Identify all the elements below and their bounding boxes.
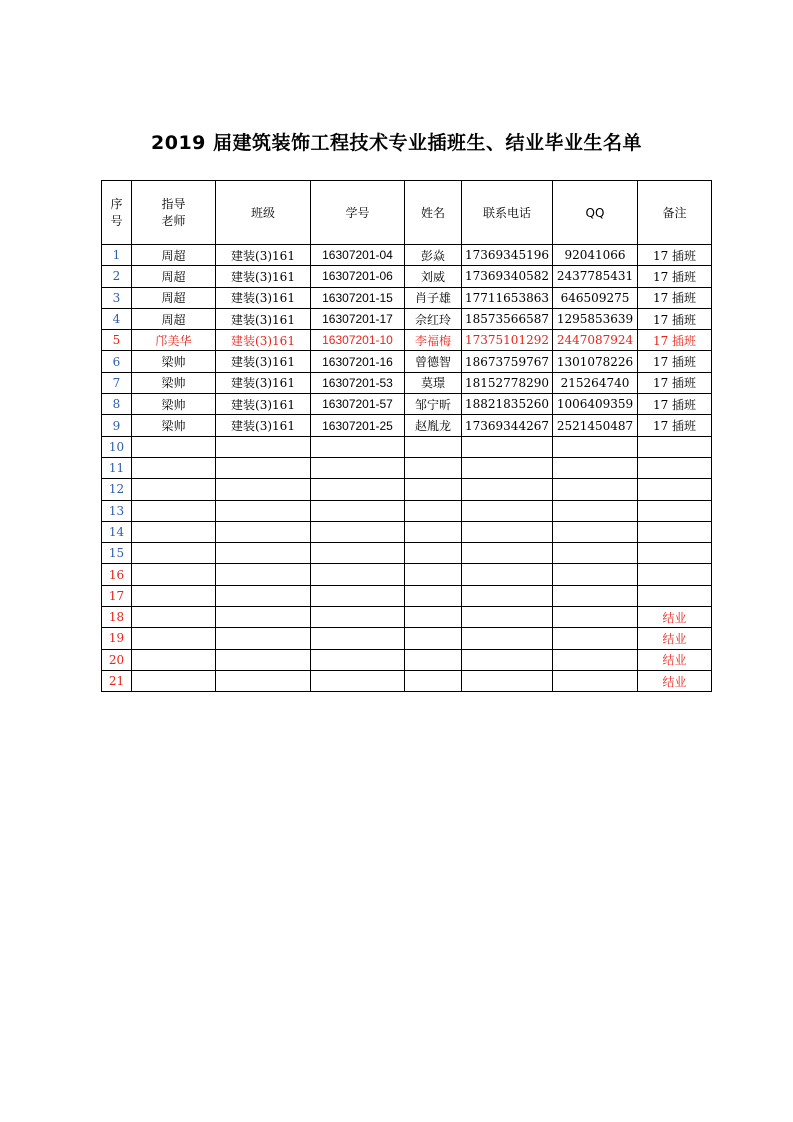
cell-student-id — [311, 436, 405, 457]
table-row — [102, 436, 712, 457]
cell-class: 建装(3)161 — [216, 372, 311, 393]
cell-student-id: 16307201-17 — [311, 308, 405, 329]
cell-phone: 17375101292 — [462, 330, 553, 351]
cell-qq — [553, 649, 638, 670]
cell-phone: 18821835260 — [462, 394, 553, 415]
cell-phone — [462, 649, 553, 670]
cell-class — [216, 457, 311, 478]
cell-class — [216, 628, 311, 649]
cell-seq: 17 — [102, 585, 132, 606]
cell-student-id — [311, 543, 405, 564]
cell-name — [405, 564, 462, 585]
cell-note — [638, 585, 712, 606]
table-row — [102, 479, 712, 500]
cell-student-id: 16307201-53 — [311, 372, 405, 393]
cell-seq: 18 — [102, 607, 132, 628]
cell-student-id — [311, 457, 405, 478]
header-student-id: 学号 — [311, 181, 405, 245]
cell-qq — [553, 628, 638, 649]
cell-name: 莫璟 — [405, 372, 462, 393]
cell-advisor — [132, 436, 216, 457]
cell-advisor — [132, 479, 216, 500]
cell-qq: 1301078226 — [553, 351, 638, 372]
cell-note: 17 插班 — [638, 308, 712, 329]
cell-phone — [462, 670, 553, 691]
cell-note: 17 插班 — [638, 266, 712, 287]
cell-student-id: 16307201-06 — [311, 266, 405, 287]
cell-name — [405, 457, 462, 478]
cell-class: 建装(3)161 — [216, 287, 311, 308]
cell-phone: 17369345196 — [462, 245, 553, 266]
cell-name — [405, 521, 462, 542]
cell-seq: 7 — [102, 372, 132, 393]
cell-name: 肖子雄 — [405, 287, 462, 308]
cell-name — [405, 628, 462, 649]
cell-qq — [553, 585, 638, 606]
cell-name — [405, 670, 462, 691]
cell-name: 刘威 — [405, 266, 462, 287]
cell-qq — [553, 500, 638, 521]
cell-class: 建装(3)161 — [216, 351, 311, 372]
cell-note: 结业 — [638, 628, 712, 649]
cell-advisor — [132, 457, 216, 478]
cell-student-id — [311, 521, 405, 542]
cell-advisor: 梁帅 — [132, 394, 216, 415]
cell-note — [638, 564, 712, 585]
cell-advisor: 周超 — [132, 266, 216, 287]
cell-advisor — [132, 585, 216, 606]
cell-name: 李福梅 — [405, 330, 462, 351]
cell-student-id: 16307201-16 — [311, 351, 405, 372]
cell-advisor: 梁帅 — [132, 351, 216, 372]
table-row — [102, 670, 712, 691]
table-row — [102, 287, 712, 308]
cell-phone: 17711653863 — [462, 287, 553, 308]
cell-note: 17 插班 — [638, 351, 712, 372]
cell-note: 17 插班 — [638, 287, 712, 308]
cell-seq: 5 — [102, 330, 132, 351]
cell-phone — [462, 585, 553, 606]
table-row — [102, 394, 712, 415]
cell-student-id — [311, 607, 405, 628]
cell-advisor — [132, 564, 216, 585]
cell-seq: 19 — [102, 628, 132, 649]
cell-note: 结业 — [638, 649, 712, 670]
table-row — [102, 585, 712, 606]
header-class: 班级 — [216, 181, 311, 245]
cell-name — [405, 649, 462, 670]
cell-student-id — [311, 585, 405, 606]
cell-advisor: 邝美华 — [132, 330, 216, 351]
cell-student-id: 16307201-25 — [311, 415, 405, 436]
cell-class — [216, 479, 311, 500]
cell-phone — [462, 607, 553, 628]
cell-qq — [553, 670, 638, 691]
cell-class: 建装(3)161 — [216, 266, 311, 287]
cell-advisor — [132, 607, 216, 628]
cell-note: 17 插班 — [638, 330, 712, 351]
cell-seq: 10 — [102, 436, 132, 457]
cell-phone — [462, 479, 553, 500]
cell-seq: 16 — [102, 564, 132, 585]
cell-class — [216, 521, 311, 542]
cell-phone: 17369340582 — [462, 266, 553, 287]
cell-note: 17 插班 — [638, 245, 712, 266]
cell-advisor — [132, 649, 216, 670]
cell-qq: 2447087924 — [553, 330, 638, 351]
cell-qq — [553, 457, 638, 478]
table-row — [102, 564, 712, 585]
cell-seq: 4 — [102, 308, 132, 329]
cell-advisor — [132, 521, 216, 542]
cell-class — [216, 436, 311, 457]
cell-class — [216, 543, 311, 564]
cell-phone: 17369344267 — [462, 415, 553, 436]
table-row — [102, 415, 712, 436]
table-row — [102, 500, 712, 521]
header-phone: 联系电话 — [462, 181, 553, 245]
cell-qq — [553, 607, 638, 628]
table-body — [102, 245, 712, 692]
cell-seq: 15 — [102, 543, 132, 564]
cell-advisor — [132, 628, 216, 649]
cell-phone — [462, 564, 553, 585]
cell-phone: 18573566587 — [462, 308, 553, 329]
cell-class — [216, 585, 311, 606]
table-row — [102, 245, 712, 266]
table-row — [102, 372, 712, 393]
cell-class: 建装(3)161 — [216, 330, 311, 351]
cell-phone — [462, 500, 553, 521]
cell-phone — [462, 436, 553, 457]
cell-student-id — [311, 670, 405, 691]
cell-note: 17 插班 — [638, 372, 712, 393]
cell-qq: 1006409359 — [553, 394, 638, 415]
table-row — [102, 330, 712, 351]
cell-name — [405, 543, 462, 564]
cell-note — [638, 436, 712, 457]
cell-name — [405, 585, 462, 606]
cell-advisor — [132, 670, 216, 691]
cell-student-id — [311, 564, 405, 585]
cell-phone — [462, 628, 553, 649]
cell-note: 结业 — [638, 607, 712, 628]
cell-name — [405, 436, 462, 457]
table-row — [102, 457, 712, 478]
cell-name: 彭焱 — [405, 245, 462, 266]
cell-name — [405, 500, 462, 521]
cell-phone: 18673759767 — [462, 351, 553, 372]
cell-class — [216, 649, 311, 670]
cell-seq: 11 — [102, 457, 132, 478]
header-qq: QQ — [553, 181, 638, 245]
cell-class: 建装(3)161 — [216, 308, 311, 329]
table-row — [102, 649, 712, 670]
cell-class — [216, 607, 311, 628]
cell-qq: 92041066 — [553, 245, 638, 266]
cell-student-id: 16307201-04 — [311, 245, 405, 266]
cell-student-id — [311, 479, 405, 500]
cell-note — [638, 457, 712, 478]
cell-note: 17 插班 — [638, 415, 712, 436]
cell-seq: 13 — [102, 500, 132, 521]
header-note: 备注 — [638, 181, 712, 245]
cell-qq: 2521450487 — [553, 415, 638, 436]
cell-phone: 18152778290 — [462, 372, 553, 393]
cell-seq: 20 — [102, 649, 132, 670]
cell-seq: 3 — [102, 287, 132, 308]
cell-name: 佘红玲 — [405, 308, 462, 329]
cell-student-id — [311, 500, 405, 521]
cell-class — [216, 564, 311, 585]
table-row — [102, 628, 712, 649]
cell-advisor: 梁帅 — [132, 415, 216, 436]
cell-name: 曾德智 — [405, 351, 462, 372]
cell-name: 赵胤龙 — [405, 415, 462, 436]
cell-class: 建装(3)161 — [216, 394, 311, 415]
cell-note — [638, 479, 712, 500]
cell-qq — [553, 521, 638, 542]
cell-seq: 21 — [102, 670, 132, 691]
cell-qq: 215264740 — [553, 372, 638, 393]
cell-qq — [553, 543, 638, 564]
cell-student-id — [311, 628, 405, 649]
cell-phone — [462, 457, 553, 478]
cell-note: 结业 — [638, 670, 712, 691]
cell-phone — [462, 521, 553, 542]
header-seq: 序 号 — [102, 181, 132, 245]
cell-qq: 646509275 — [553, 287, 638, 308]
cell-qq — [553, 479, 638, 500]
graduate-roster-table — [101, 180, 712, 692]
cell-qq — [553, 564, 638, 585]
table-header-row — [102, 181, 712, 245]
table-row — [102, 543, 712, 564]
cell-note — [638, 543, 712, 564]
header-advisor: 指导 老师 — [132, 181, 216, 245]
cell-advisor — [132, 500, 216, 521]
cell-advisor: 周超 — [132, 245, 216, 266]
cell-student-id: 16307201-15 — [311, 287, 405, 308]
cell-name — [405, 479, 462, 500]
cell-seq: 8 — [102, 394, 132, 415]
cell-note — [638, 500, 712, 521]
table-row — [102, 351, 712, 372]
cell-qq: 1295853639 — [553, 308, 638, 329]
cell-name — [405, 607, 462, 628]
cell-class: 建装(3)161 — [216, 245, 311, 266]
cell-name: 邹宁昕 — [405, 394, 462, 415]
table-row — [102, 308, 712, 329]
cell-note: 17 插班 — [638, 394, 712, 415]
cell-advisor — [132, 543, 216, 564]
cell-class — [216, 500, 311, 521]
table-row — [102, 607, 712, 628]
cell-phone — [462, 543, 553, 564]
cell-note — [638, 521, 712, 542]
cell-seq: 12 — [102, 479, 132, 500]
cell-student-id: 16307201-10 — [311, 330, 405, 351]
cell-seq: 6 — [102, 351, 132, 372]
page-title: 2019 届建筑装饰工程技术专业插班生、结业毕业生名单 — [151, 132, 642, 154]
cell-seq: 9 — [102, 415, 132, 436]
cell-advisor: 周超 — [132, 287, 216, 308]
cell-seq: 1 — [102, 245, 132, 266]
table-row — [102, 266, 712, 287]
cell-advisor: 周超 — [132, 308, 216, 329]
cell-student-id: 16307201-57 — [311, 394, 405, 415]
cell-qq: 2437785431 — [553, 266, 638, 287]
cell-qq — [553, 436, 638, 457]
cell-seq: 2 — [102, 266, 132, 287]
cell-seq: 14 — [102, 521, 132, 542]
cell-advisor: 梁帅 — [132, 372, 216, 393]
cell-class — [216, 670, 311, 691]
header-name: 姓名 — [405, 181, 462, 245]
cell-class: 建装(3)161 — [216, 415, 311, 436]
cell-student-id — [311, 649, 405, 670]
table-row — [102, 521, 712, 542]
